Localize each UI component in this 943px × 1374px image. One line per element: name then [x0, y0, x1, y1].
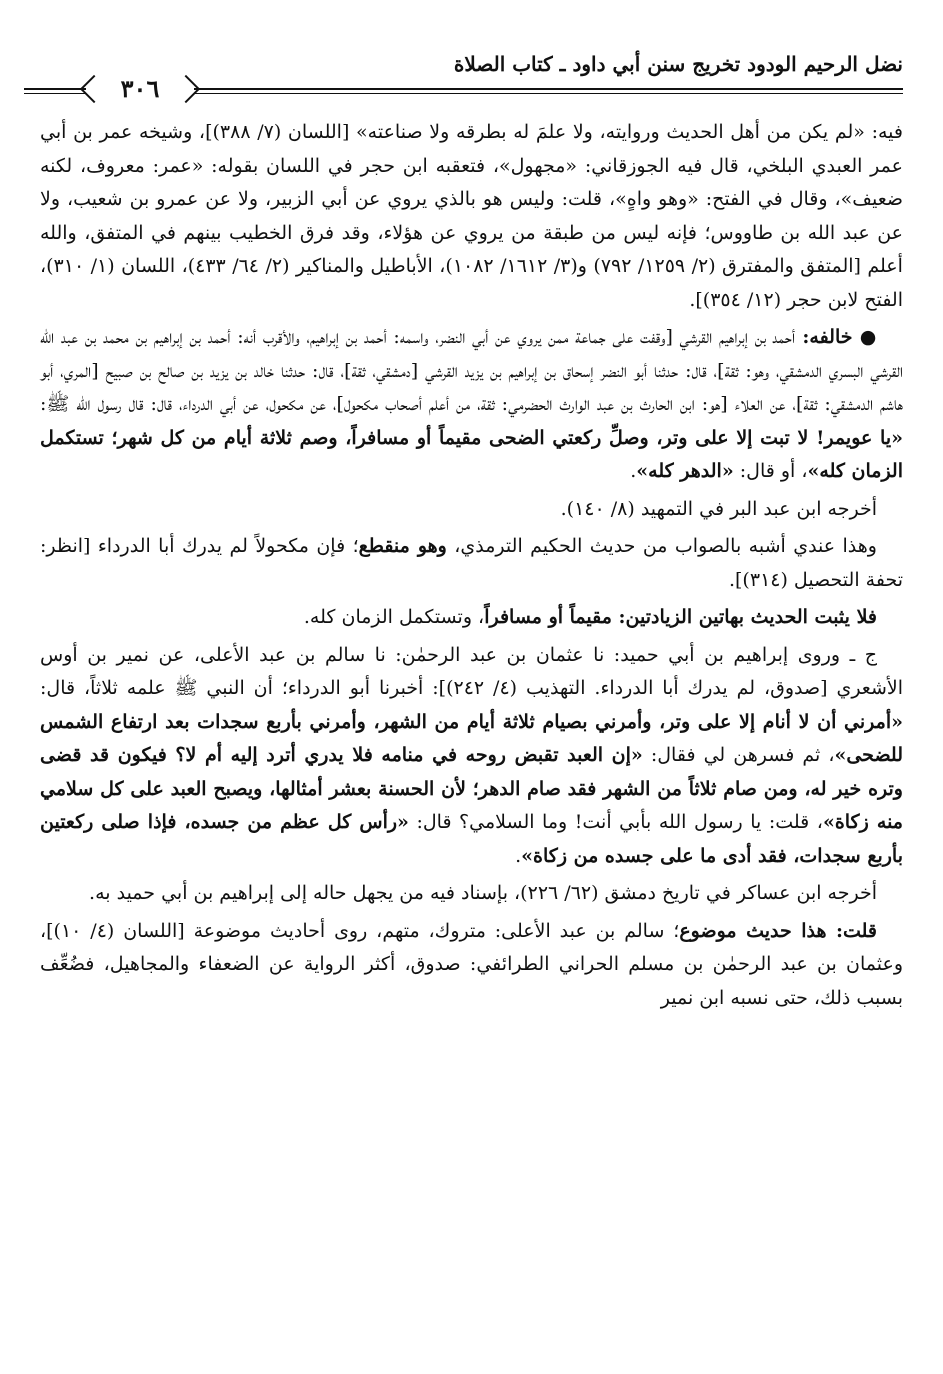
text-run: أحمد بن إبراهيم القرشي [وقفت على جماعة ممن يروي عن أبي النضر، واسمه: أحمد بن إبراهيم، والأقرب أنه: أحمد بن إبراهيم بن محمد بن عبد الله القرشي البسري الدمشقي، وهو: ثقة]، قال: حدثنا أبو النضر إسحاق بن إبراهيم بن يزيد القرشي [دمشقي، ثقة]، قال: حدثنا خالد بن يزيد بن صالح بن صبيح [المري، أبو هاشم الدمشقي: ثقة]، عن العلاء [هو: ابن الحارث بن عبد الوارث الحضرمي: ثقة، من أعلم أصحاب مكحول]، عن مكحول، عن أبي الدرداء، قال: قال رسول الله ﷺ:	[40, 326, 903, 415]
text-run: أخرجه ابن عساكر في تاريخ دمشق (٦٢/ ٢٢٦)، بإسناد فيه من يجهل حاله إلى إبراهيم بن أبي حميد به.	[89, 882, 877, 904]
page-number: ٣٠٦	[86, 70, 194, 108]
bold-text-run: قلت: هذا حديث موضوع	[679, 919, 877, 942]
paragraph-p6	[40, 639, 903, 874]
bold-text-run: «رأس كل عظم من جسده، فإذا صلى ركعتين بأربع سجدات، فقد أدى ما على جسده من زكاة»	[40, 811, 903, 867]
text-run: ، ثم فسرهن لي فقال:	[642, 744, 835, 766]
paragraph-p4	[40, 530, 903, 597]
bold-text-run: وهو منقطع	[358, 535, 447, 557]
bold-text-run: «إن العبد تقبض روحه في منامه فلا يدري أترد إليه أم لا؟ فيكون قد قضى وتره خير له، ومن صام ثلاثاً من الشهر فقد صام الدهر؛ لأن الحسنة بعشر أمثالها، ويصبح العبد على كل سلامي منه زكاة»	[40, 744, 903, 833]
paragraph-p7	[40, 877, 903, 911]
bold-text-run: «يا عويمر! لا تبت إلا على وتر، وصلِّ ركعتي الضحى مقيماً أو مسافراً، وصم ثلاثة أيام من كل شهر؛ تستكمل الزمان كله»	[40, 426, 903, 482]
bold-text-run: «الدهر كله»	[636, 460, 734, 482]
text-run: ، قلت: يا رسول الله بأبي أنت! وما السلامي؟ قال:	[408, 811, 823, 833]
text-run: أخرجه ابن عبد البر في التمهيد (٨/ ١٤٠).	[560, 497, 877, 520]
bold-text-run: ● خالفه:	[795, 326, 877, 348]
running-header	[24, 52, 903, 103]
text-run: وهذا عندي أشبه بالصواب من حديث الحكيم الترمذي،	[446, 535, 877, 557]
text-run: ، أو قال:	[733, 460, 808, 482]
text-run: ؛ فإن مكحولاً لم يدرك أبا الدرداء [انظر: تحفة التحصيل (٣١٤)].	[40, 535, 903, 591]
bold-text-run: فلا يثبت الحديث بهاتين الزيادتين: مقيماً أو مسافراً	[484, 606, 877, 628]
text-run: ج ـ وروى إبراهيم بن أبي حميد: نا عثمان بن عبد الرحمٰن: نا سالم بن عبد الأعلى، عن نمير بن أوس الأشعري [صدوق، لم يدرك أبا الدرداء. التهذيب (٤/ ٢٤٢)]: أخبرنا أبو الدرداء؛ أن النبي ﷺ علمه ثلاثاً، قال:	[40, 643, 904, 699]
bold-text-run: «أمرني أن لا أنام إلا على وتر، وأمرني بصيام ثلاثة أيام من الشهر، وأمرني بأربع سجدات بعد ارتفاع الشمس للضحى»	[40, 710, 904, 766]
body-text	[40, 116, 903, 1019]
text-run: فيه: «لم يكن من أهل الحديث وروايته، ولا علمَ له بطرقه ولا صناعته» [اللسان (٧/ ٣٨٨)]، وشيخه عمر بن أبي عمر العبدي البلخي، قال فيه الجوزقاني: «مجهول»، فتعقبه ابن حجر في اللسان بقوله: «عمر: معروف، لكنه ضعيف»، وقال في الفتح: «وهو واهٍ»، قلت: وليس هو بالذي يروي عن أبي الزبير، ولا عن عمرو بن شعيب، ولا عن عبد الله بن طاووس؛ فإنه ليس من طبقة من يروي عن هؤلاء، وقد فرق الخطيب بينهم في المتفق، والله أعلم [المتفق والمفترق (٢/ ١٢٥٩/ ٧٩٢) و(٣/ ١٦١٢/ ١٠٨٢)، الأباطيل والمناكير (٢/ ٦٤/ ٤٣٣)، اللسان (١/ ٣١٠)، الفتح لابن حجر (١٢/ ٣٥٤)].	[40, 121, 903, 311]
text-run: .	[515, 844, 522, 867]
paragraph-p3	[40, 493, 903, 527]
paragraph-p5	[40, 601, 903, 635]
text-run: ، وتستكمل الزمان كله.	[303, 606, 485, 628]
paragraph-p2	[40, 321, 903, 489]
text-run: ؛ سالم بن عبد الأعلى: متروك، متهم، روى أحاديث موضوعة [اللسان (٤/ ١٠)]، وعثمان بن عبد الرحمٰن بن مسلم الحراني الطرائفي: صدوق، أكثر الرواية عن الضعفاء والمجاهيل، فضُعِّف بسبب ذلك، حتى نسبه ابن نمير	[40, 919, 903, 1009]
paragraph-p1	[40, 116, 903, 317]
paragraph-p8	[40, 915, 903, 1016]
text-run: .	[630, 460, 637, 482]
header-title: نضل الرحيم الودود تخريج سنن أبي داود ـ كتاب الصلاة	[453, 52, 903, 76]
